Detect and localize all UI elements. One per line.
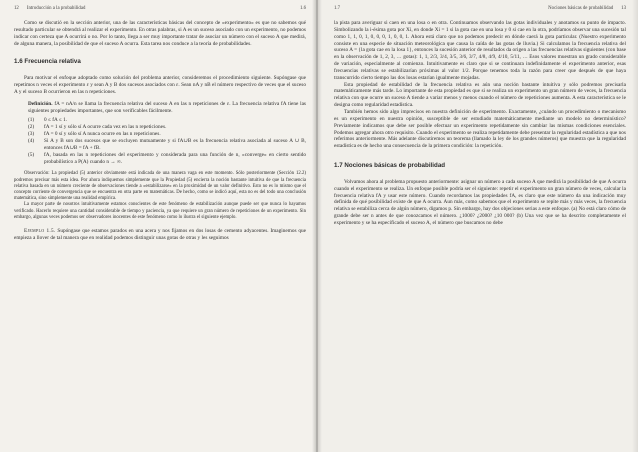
right-section-number: 1.7 bbox=[334, 6, 341, 11]
right-paragraph-2: Esta propiedad de estabilidad de la frecuencia relativa es aún una noción bastante intuitiva y sólo podremos precisarla matemáticamente más tarde. Lo importante de esta propiedad es que si se realiza un experimento un gran número de veces, la frecuencia relativa con que ocurre un suceso A tiende a variar menos y menos cuando el número de repeticiones aumenta. A esta característica se le designa como regularidad estadística. bbox=[334, 81, 626, 109]
left-page bbox=[0, 0, 316, 452]
left-page-number: 12 bbox=[14, 6, 19, 11]
intro-paragraph: Como se discutió en la sección anterior, una de las características básicas del concepto de «experimento» es que no sabemos qué resultado particular se obtendrá al realizar el experimento. En otras palabras, si A es un suceso asociado con un experimento, no podemos indicar con certeza que A ocurrirá o no. Por lo tanto, llega a ser muy importante tratar de asociar un número con el suceso A que medirá, de alguna manera, la posibilidad de que el suceso A ocurra. Esta tarea nos conduce a la teoría de probabilidades. bbox=[14, 20, 306, 47]
section-paragraph: Para motivar el enfoque adoptado como solución del problema anterior, consideremos el procedimiento siguiente. Supóngase que repetimos n veces el experimento ε y sean A y B dos sucesos asociados con ε. Sean nA y nB el número respectivo de veces que el suceso A y el suceso B ocurrieron en las n repeticiones. bbox=[14, 75, 306, 95]
example-paragraph bbox=[14, 228, 306, 242]
observation-paragraph: Observación: La propiedad (5) anterior obviamente está indicada de una manera vaga en este momento. Sólo posteriormente (Sección 12.2) podremos precisar más esta idea. Por ahora indiquemos simplemente que la Propiedad (5) encierra la noción bastante intuitiva de que la frecuencia relativa basada en un número creciente de observaciones tiende a «estabilizarse» en la proximidad de un valor definitivo. Esto no es lo mismo que el concepto corriente de convergencia que se encuentra en otra parte en matemáticas. De hecho, como se indicó aquí, esta no es del todo una conclusión matemática, sino simplemente una realidad empírica. bbox=[14, 171, 306, 202]
right-paragraph-3: También hemos sido algo imprecisos en nuestra definición de experimento. Exactamente, ¿cuándo un procedimiento o mecanismo es un experimento en nuestra opinión, susceptible de ser estudiado matemáticamente mediante un modelo no determinístico? Previamente indicamos que debe ser posible efectuar un experimento repetidamente sin cambiar las mismas condiciones esenciales. Podemos agregar ahora otro requisito. Cuando el experimento se realiza repetidamente debe presentar la regularidad estadística a que nos referimos anteriormente. Más adelante discutiremos un teorema (llamado la ley de los grandes números) que muestra que la regularidad estadística es de hecho una consecuencia de la primera condición: la repetición. bbox=[334, 108, 626, 150]
example-label: Ejemplo 1.5. bbox=[24, 227, 56, 234]
right-paragraph-4: Volvamos ahora al problema propuesto anteriormente: asignar un número a cada suceso A que medirá la posibilidad de que A ocurra cuando el experimento se realiza. Un enfoque posible podría ser el siguiente: repetir el experimento un gran número de veces, calcular la frecuencia relativa fA y usar este número. Cuando recordamos las propiedades fA, es claro que este número da una indicación muy definida de qué posibilidad existe de que A ocurra. Aun más, como sabemos que el experimento se repite más y más veces, la frecuencia relativa se estabiliza cerca de algún número, digamos p. Sin embargo, hay dos objeciones serias a este enfoque. (a) No está claro cómo de grande debe ser n antes de que conozcamos el número. ¿1000? ¿2000? ¿10 000? (b) Una vez que se ha descrito completamente el experimento y se ha especificado el suceso A, el número que buscamos no debe bbox=[334, 178, 626, 226]
left-chapter-title: Introducción a la probabilidad bbox=[26, 6, 86, 11]
right-paragraph-1: la pista para averiguar si caen en una losa o en otra. Continuamos observando las gotas individuales y anotamos su punto de impacto. Simbolizando la i-ésima gota por Xi, en donde Xi = 1 si la gota cae en una losa y 0 si cae en la otra, podríamos observar una sucesión tal como 1, 1, 0, 1, 0, 0, 0, 1, 0, 0, 1. Ahora está claro que no podemos predecir en dónde caerá la gota particular. (Nuestro experimento consiste en una especie de situación meteorológica que causa la caída de las gotas de lluvia.) Si calculamos la frecuencia relativa del suceso A = {la gota cae en la losa 1}, entonces la sucesión anterior de resultados da origen a las frecuencias relativas siguientes (con base en la observación de 1, 2, 3, … gotas): 1, 1, 2/3, 3/4, 3/5, 3/6, 3/7, 4/8, 4/9, 4/10, 5/11, … Esos valores muestran un grado considerable de variación, especialmente al comienzo. Intuitivamente es claro que si se continuara indefinidamente el experimento anterior, esas frecuencias relativas se estabilizarían próximas al valor 1/2. Porque tenemos toda la razón para creer que después de que haya transcurrido cierto tiempo las dos losas estarían igualmente mojadas. bbox=[334, 20, 626, 81]
page-edge-shadow bbox=[632, 0, 638, 452]
property-item: (1) 0 ≤ fA ≤ 1. bbox=[28, 117, 68, 124]
property-item: (5) fA, basada en las n repeticiones del experimento y considerada para una función de n, «converge» en cierto sentido probabilístico a P(A) cuando n → ∞. bbox=[28, 151, 306, 165]
left-section-number: 1.6 bbox=[299, 6, 306, 11]
left-running-header bbox=[14, 6, 306, 20]
right-running-header bbox=[334, 6, 626, 20]
section-title-frecuencia: 1.6 Frecuencia relativa bbox=[14, 58, 81, 66]
properties-list bbox=[28, 117, 306, 165]
section-title-nociones: 1.7 Nociones básicas de probabilidad bbox=[334, 162, 446, 170]
example-text: Supóngase que estamos parados en una acera y nos fijamos en dos losas de cemento adyacentes. Imaginemos que empieza a llover de tal manera que en realidad podemos distinguir unas gotas de otras y les seguimos bbox=[14, 227, 306, 241]
property-item: (2) fA = 1 sí y sólo sí A ocurre cada vez en las n repeticiones. bbox=[28, 124, 167, 131]
observation-paragraph-2: La mayor parte de nosotros intuitivamente estamos conscientes de este fenómeno de estabilización aunque puede ser que nunca lo hayamos verificado. Hacerlo requiere una cantidad considerable de tiempo y paciencia, ya que requiere un gran número de repeticiones de un experimento. Sin embargo, algunas veces podemos ser observadores inocentes de este fenómeno como lo ilustra el siguiente ejemplo. bbox=[14, 202, 306, 220]
right-page-number: 13 bbox=[621, 6, 626, 11]
definition-label: Definición. bbox=[28, 100, 53, 107]
definition-block bbox=[28, 101, 306, 115]
book-gutter bbox=[312, 0, 322, 452]
property-item: (4) Si A y B son dos sucesos que se excluyen mutuamente y si fA∪B es la frecuencia relativa asociada al suceso A ∪ B, entonces fA∪B = fA + fB. bbox=[28, 137, 306, 151]
right-section-title-header: Nociones básicas de probabilidad bbox=[548, 6, 614, 11]
right-page bbox=[318, 0, 638, 452]
property-item: (3) fA = 0 sí y sólo sí A nunca ocurre en las n repeticiones. bbox=[28, 131, 161, 138]
definition-text: fA = nA/n se llama la frecuencia relativa del suceso A en las n repeticiones de ε. La frecuencia relativa fA tiene las siguientes propiedades importantes, que son verificables fácilmente. bbox=[28, 100, 306, 114]
